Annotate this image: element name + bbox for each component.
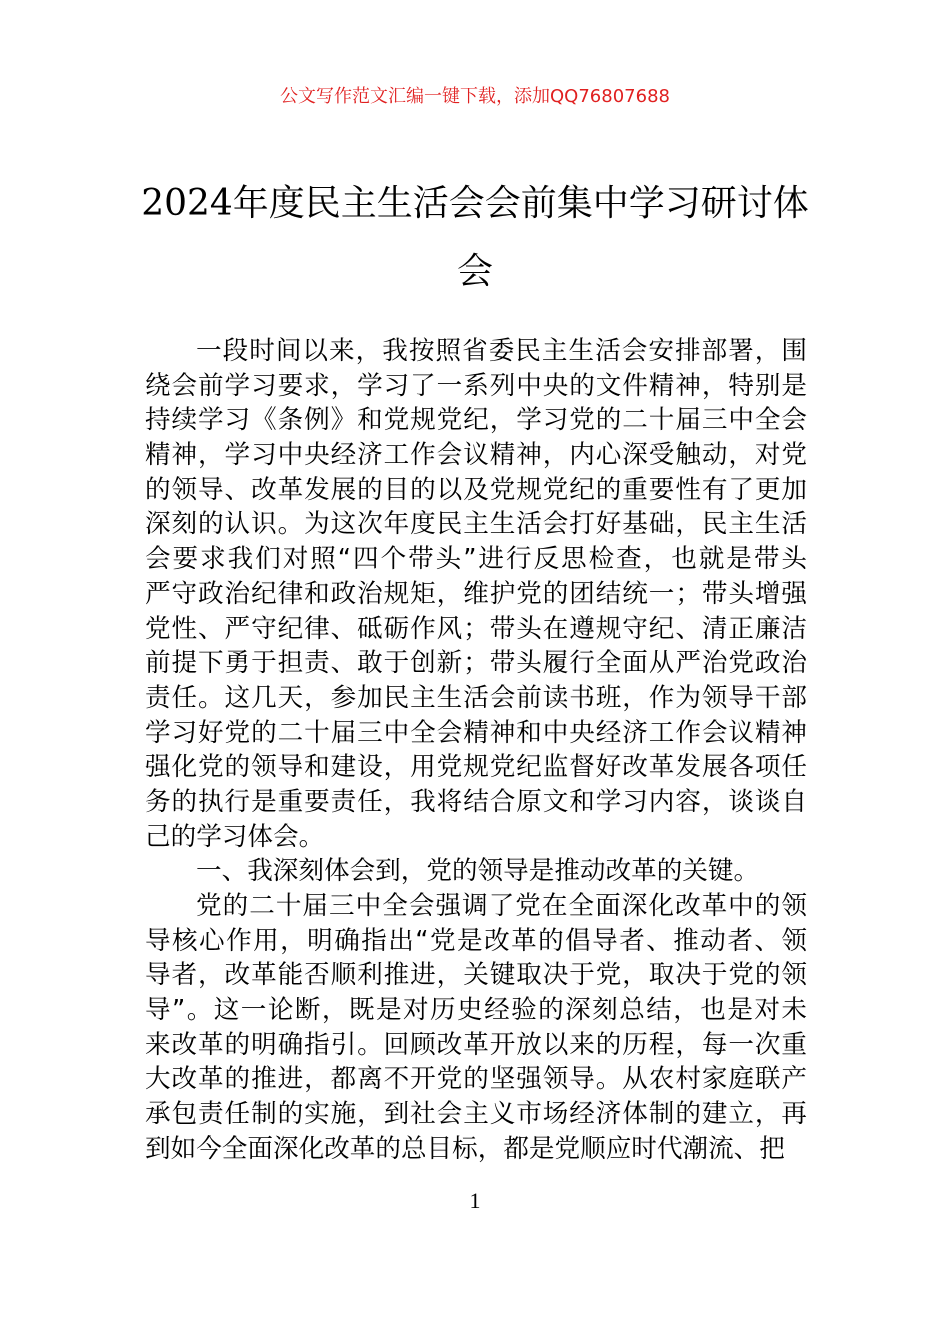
text-line: 会要求我们对照“四个带头”进行反思检查，也就是带头: [145, 544, 807, 575]
document-body: [145, 334, 807, 1167]
text-line: 绕会前学习要求，学习了一系列中央的文件精神，特别是: [145, 370, 807, 401]
document-title: [140, 170, 810, 306]
text-line: 承包责任制的实施，到社会主义市场经济体制的建立，再: [145, 1099, 807, 1130]
text-line: 强化党的领导和建设，用党规党纪监督好改革发展各项任: [145, 752, 807, 783]
text-line: 持续学习《条例》和党规党纪，学习党的二十届三中全会: [145, 405, 807, 436]
text-line: 前提下勇于担责、敢于创新；带头履行全面从严治党政治: [145, 648, 807, 679]
text-line: 一、我深刻体会到，党的领导是推动改革的关键。: [196, 856, 760, 887]
text-line: 务的执行是重要责任，我将结合原文和学习内容，谈谈自: [145, 786, 807, 817]
text-line: 深刻的认识。为这次年度民主生活会打好基础，民主生活: [145, 509, 807, 540]
text-line: 到如今全面深化改革的总目标，都是党顺应时代潮流、把: [145, 1133, 785, 1164]
text-line: 严守政治纪律和政治规矩，维护党的团结统一；带头增强: [145, 578, 807, 609]
text-line: 来改革的明确指引。回顾改革开放以来的历程，每一次重: [145, 1029, 807, 1060]
text-line: 导核心作用，明确指出“党是改革的倡导者、推动者、领: [145, 925, 807, 956]
text-line: 一段时间以来，我按照省委民主生活会安排部署，围: [196, 336, 807, 366]
text-line: 己的学习体会。: [145, 821, 325, 852]
paragraph: [145, 889, 807, 1167]
title-line: 2024年度民主生活会会前集中学习研讨体: [141, 183, 809, 224]
text-line: 大改革的推进，都离不开党的坚强领导。从农村家庭联产: [145, 1064, 807, 1095]
paragraph: [145, 334, 807, 854]
text-line: 党的二十届三中全会强调了党在全面深化改革中的领: [196, 891, 807, 921]
text-line: 党性、严守纪律、砥砺作风；带头在遵规守纪、清正廉洁: [145, 613, 807, 644]
text-line: 导”。这一论断，既是对历史经验的深刻总结，也是对未: [145, 995, 807, 1026]
text-line: 责任。这几天，参加民主生活会前读书班，作为领导干部: [145, 682, 807, 713]
page-number: 1: [469, 1188, 481, 1213]
text-line: 精神，学习中央经济工作会议精神，内心深受触动，对党: [145, 440, 807, 471]
text-line: 的领导、改革发展的目的以及党规党纪的重要性有了更加: [145, 474, 807, 505]
text-line: 学习好党的二十届三中全会精神和中央经济工作会议精神: [145, 717, 807, 748]
section-heading: [145, 854, 807, 889]
title-line: 会: [456, 251, 493, 292]
text-line: 导者，改革能否顺利推进，关键取决于党，取决于党的领: [145, 960, 807, 991]
watermark-header: 公文写作范文汇编一键下载，添加QQ76807688: [280, 86, 670, 107]
